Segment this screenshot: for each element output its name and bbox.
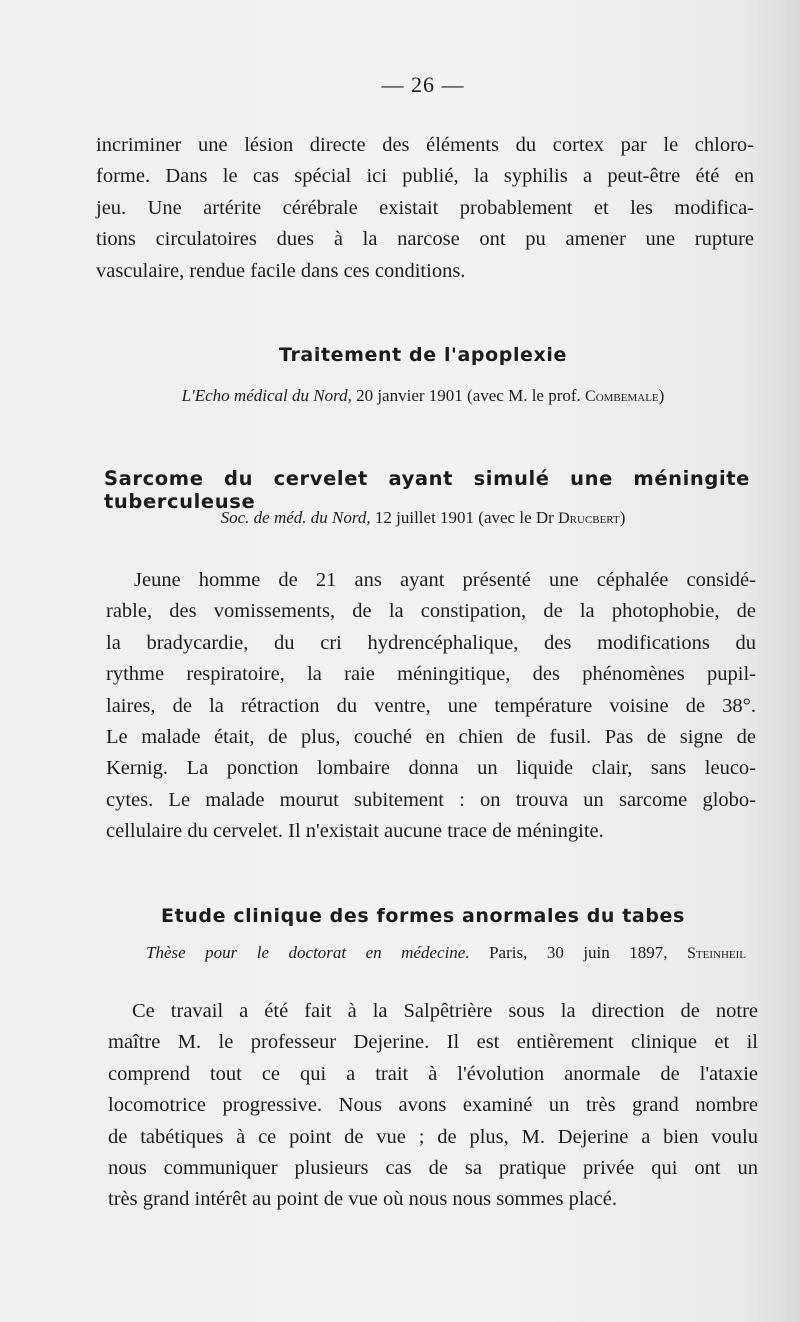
text-line: forme. Dans le cas spécial ici publié, la syphilis a peut-être été en: [96, 165, 754, 188]
journal-name: L'Echo médical du Nord,: [181, 386, 352, 405]
text-line: laires, de la rétraction du ventre, une température voisine de 38°.: [106, 694, 756, 717]
journal-name: Soc. de méd. du Nord,: [220, 508, 371, 527]
text-line: très grand intérêt au point de vue où nous nous sommes placé.: [108, 1188, 617, 1211]
journal-name: Thèse pour le doctorat en médecine.: [146, 943, 470, 962]
text-line: de tabétiques à ce point de vue ; de plus, M. Dejerine a bien voulu: [108, 1125, 758, 1148]
text-line: rythme respiratoire, la raie méningitique, des phénomènes pupil-: [106, 663, 756, 686]
section-title-sarcome: Sarcome du cervelet ayant simulé une méningite tuberculeuse: [104, 467, 750, 513]
text-line: incriminer une lésion directe des éléments du cortex par le chloro-: [96, 134, 754, 156]
section-title-apoplexie: Traitement de l'apoplexie: [278, 344, 567, 366]
text-line: vasculaire, rendue facile dans ces conditions.: [96, 259, 466, 282]
reference-author: Drucbert: [558, 510, 620, 527]
reference-close: ): [619, 508, 626, 527]
tabes-paragraph: [108, 996, 758, 1216]
text-line: Kernig. La ponction lombaire donna un liquide clair, sans leuco-: [106, 757, 756, 780]
section-reference-tabes: [146, 943, 746, 963]
text-line: locomotrice progressive. Nous avons examiné un très grand nombre: [108, 1094, 758, 1117]
text-line: nous communiquer plusieurs cas de sa pratique privée qui ont un: [108, 1157, 758, 1180]
text-line: tions circulatoires dues à la narcose ont pu amener une rupture: [96, 228, 754, 251]
text-line: cytes. Le malade mourut subitement : on trouva un sarcome globo-: [106, 788, 756, 811]
reference-author: Combemale: [585, 388, 659, 405]
reference-details: 20 janvier 1901 (avec M. le prof.: [351, 386, 586, 405]
reference-author: Steinheil: [687, 945, 746, 962]
page-number: — 26 —: [381, 72, 465, 97]
text-line: maître M. le professeur Dejerine. Il est entièrement clinique et il: [108, 1031, 758, 1054]
text-line: Jeune homme de 21 ans ayant présenté une céphalée considé-: [134, 569, 756, 591]
section-reference-sarcome: [0, 508, 800, 528]
text-line: rable, des vomissements, de la constipation, de la photophobie, de: [106, 600, 756, 623]
text-line: la bradycardie, du cri hydrencéphalique, des modifications du: [106, 631, 756, 654]
section-reference-apoplexie: [0, 386, 800, 406]
intro-paragraph: [96, 130, 754, 287]
text-line: cellulaire du cervelet. Il n'existait aucune trace de méningite.: [106, 820, 604, 843]
sarcome-paragraph: [106, 565, 756, 848]
reference-details: 12 juillet 1901 (avec le Dr: [370, 508, 559, 527]
text-line: Le malade était, de plus, couché en chien de fusil. Pas de signe de: [106, 726, 756, 749]
reference-close: ): [658, 386, 665, 405]
text-line: comprend tout ce qui a trait à l'évolution anormale de l'ataxie: [108, 1062, 758, 1085]
section-title-tabes: Etude clinique des formes anormales du tabes: [161, 905, 685, 927]
text-line: Ce travail a été fait à la Salpêtrière sous la direction de notre: [132, 1000, 758, 1022]
reference-details: Paris, 30 juin 1897,: [469, 943, 687, 962]
text-line: jeu. Une artérite cérébrale existait probablement et les modifica-: [96, 196, 754, 219]
